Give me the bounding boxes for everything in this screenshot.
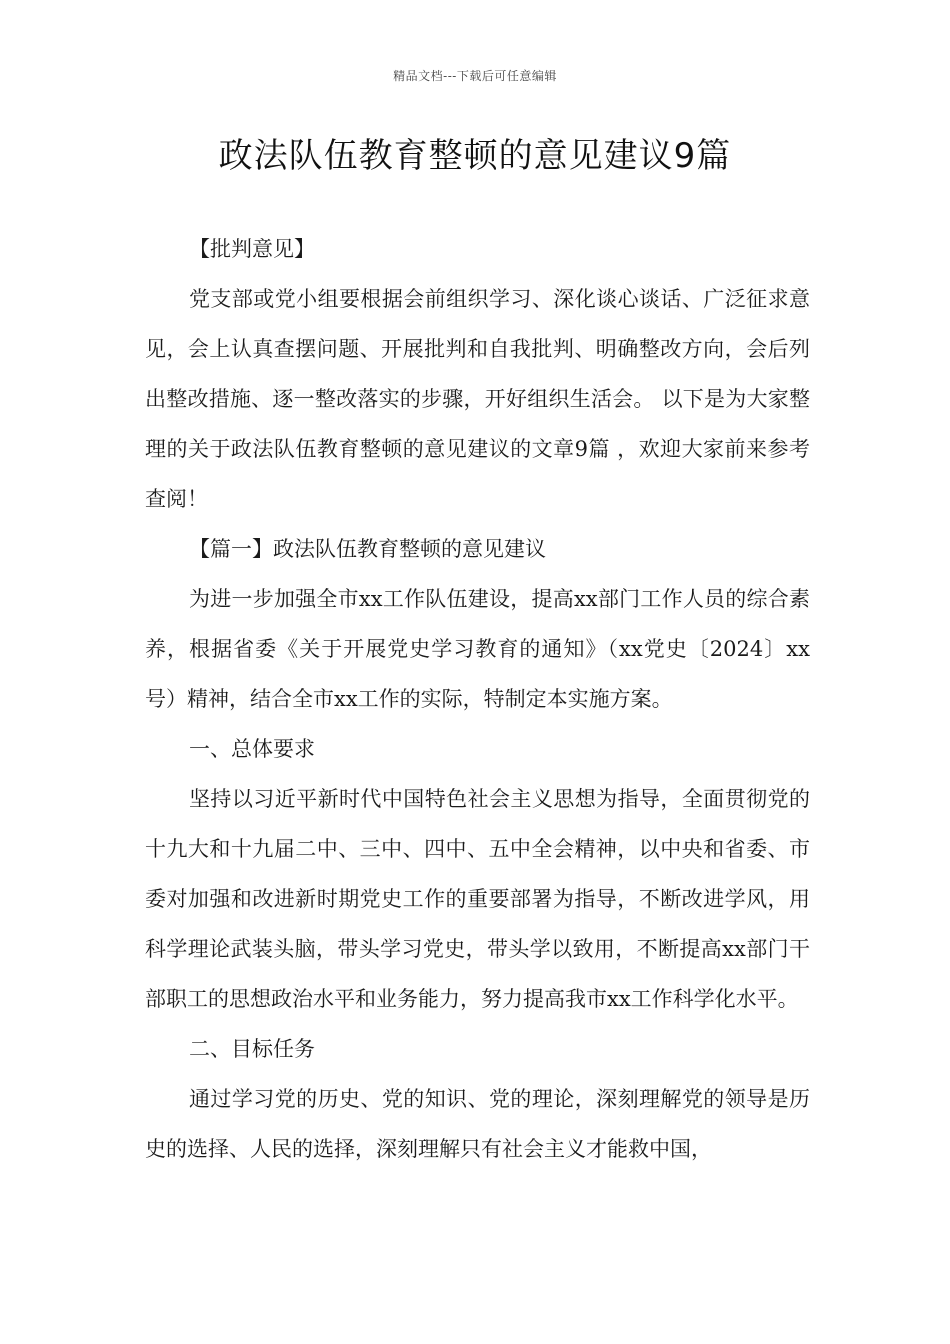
- section-heading-criticism: 【批判意见】: [189, 237, 315, 261]
- section-heading-goals: 二、目标任务: [189, 1037, 315, 1061]
- header-watermark: 精品文档---下载后可任意编辑: [393, 69, 557, 83]
- document-title: 政法队伍教育整顿的意见建议9篇: [218, 136, 732, 176]
- intro-paragraph: 党支部或党小组要根据会前组织学习、深化谈心谈话、广泛征求意见，会上认真查摆问题、开展批判和自我批判、明确整改方向，会后列出整改措施、逐一整改落实的步骤，开好组织生活会。 以下是为大家整理的关于政法队伍教育整顿的意见建议的文章9篇 ，欢迎大家前来参考查阅！: [145, 287, 810, 511]
- body-paragraph: 为进一步加强全市xx工作队伍建设，提高xx部门工作人员的综合素养，根据省委《关于开展党史学习教育的通知》（xx党史〔2024〕xx号）精神，结合全市xx工作的实际，特制定本实施方案。: [145, 587, 810, 711]
- body-paragraph: 通过学习党的历史、党的知识、党的理论，深刻理解党的领导是历史的选择、人民的选择，深刻理解只有社会主义才能救中国，: [145, 1087, 810, 1161]
- document-body: [145, 224, 810, 1174]
- body-paragraph: 坚持以习近平新时代中国特色社会主义思想为指导，全面贯彻党的十九大和十九届二中、三中、四中、五中全会精神，以中央和省委、市委对加强和改进新时期党史工作的重要部署为指导，不断改进学风，用科学理论武装头脑，带头学习党史，带头学以致用，不断提高xx部门干部职工的思想政治水平和业务能力，努力提高我市xx工作科学化水平。: [145, 787, 810, 1011]
- section-heading-requirements: 一、总体要求: [189, 737, 315, 761]
- article-heading: 【篇一】政法队伍教育整顿的意见建议: [189, 537, 546, 561]
